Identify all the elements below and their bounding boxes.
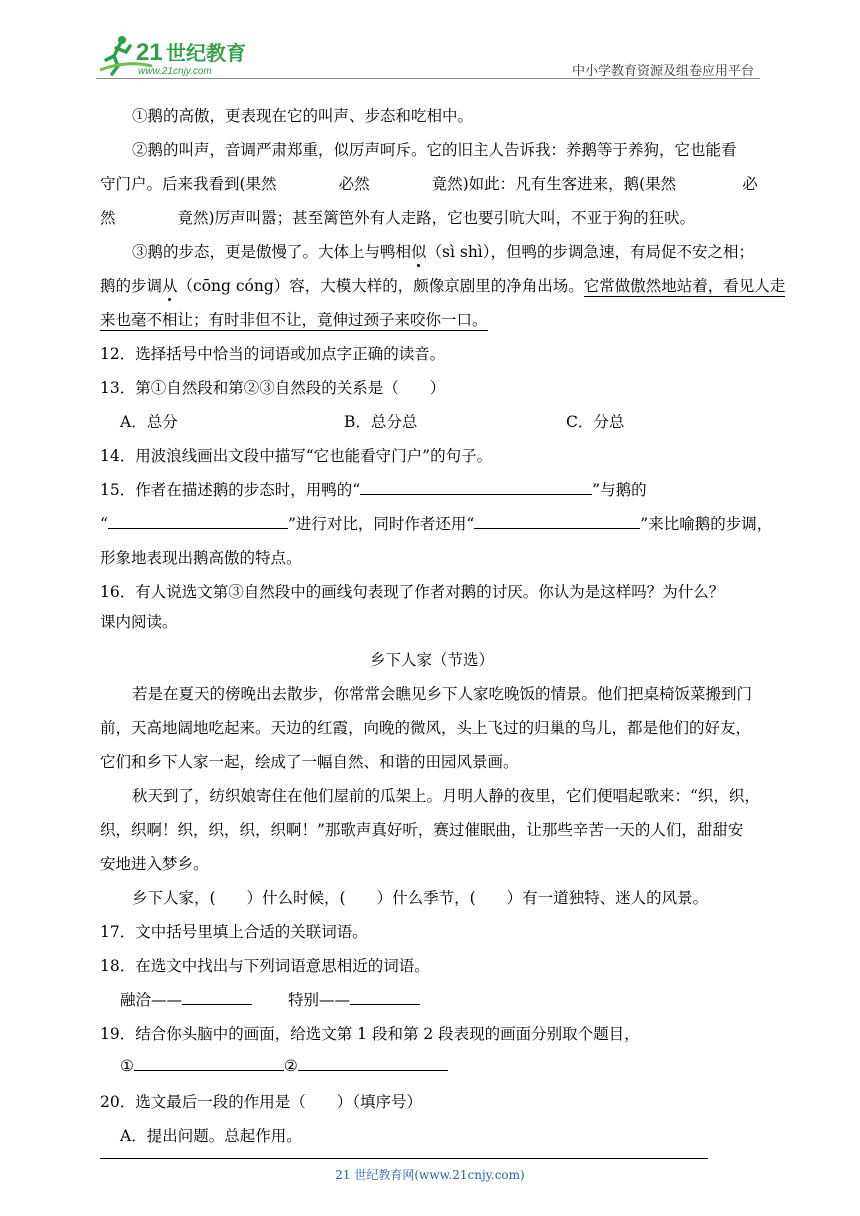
question-12: 12．选择括号中恰当的词语或加点字正确的读音。 <box>100 345 446 363</box>
para3-line1 <box>132 240 754 262</box>
para3-text: ③鹅的步态，更是傲慢了。大体上与鸭相 <box>132 243 412 261</box>
passage-p1-line1: 若是在夏天的傍晚出去散步，你常常会瞧见乡下人家吃晚饭的情景。他们把桌椅饭菜搬到门 <box>132 685 753 703</box>
q20-option-a: A．提出问题。总起作用。 <box>120 1127 302 1145</box>
logo-text: 世纪教育 <box>166 41 246 65</box>
para3-text: 鹅的步调 <box>100 277 163 295</box>
answer-blank[interactable] <box>360 480 592 495</box>
para2-text: 竟然)厉声叫嚣；甚至篱笆外有人走路，它也要引吭大叫，不亚于狗的狂吠。 <box>177 209 696 227</box>
q15-text: ”进行对比，同时作者还用“ <box>287 515 475 533</box>
underlined-sentence: 来也毫不相让；有时非但不让，竟伸过颈子来咬你一口。 <box>100 311 488 329</box>
para2-text: 守门户。后来我看到(果然 <box>100 175 277 193</box>
para1: ①鹅的高傲，更表现在它的叫声、步态和吃相中。 <box>132 107 474 125</box>
para2-line3 <box>100 206 695 228</box>
passage-title: 乡下人家（节选） <box>369 651 494 669</box>
page-header <box>0 0 860 80</box>
para3-line3 <box>100 308 488 330</box>
question-19: 19．结合你头脑中的画面，给选文第 1 段和第 2 段表现的画面分别取个题目， <box>100 1025 640 1043</box>
q19-answers <box>120 1056 448 1075</box>
logo-number: 21 <box>136 39 163 66</box>
q18-item-b <box>288 988 420 1010</box>
q19-number: ② <box>283 1057 298 1075</box>
para3-text: （sì shì），但鸭的步调急速，有局促不安之相； <box>426 243 755 261</box>
para3-line2 <box>100 274 785 296</box>
q13-option-b: B．总分总 <box>344 413 418 431</box>
passage-p2-line3: 安地进入梦乡。 <box>100 855 209 873</box>
question-14: 14．用波浪线画出文段中描写“它也能看守门户”的句子。 <box>100 447 493 465</box>
section-label: 课内阅读。 <box>100 613 178 631</box>
logo <box>96 30 266 78</box>
passage-p3: 乡下人家，( ）什么时候，( ）什么季节，( ）有一道独特、迷人的风景。 <box>132 889 709 907</box>
footer-text: 21 世纪教育网(www.21cnjy.com) <box>335 1168 525 1182</box>
header-tagline: 中小学教育资源及组卷应用平台 <box>571 64 754 79</box>
q18-word: 特别—— <box>288 991 351 1009</box>
answer-blank[interactable] <box>298 1056 448 1071</box>
dotted-char: 似 <box>411 243 427 261</box>
question-15-line2 <box>100 512 772 534</box>
answer-blank[interactable] <box>350 990 420 1005</box>
para2-text: 必然 <box>338 175 370 193</box>
passage-p1-line3: 它们和乡下人家一起，绘成了一幅自然、和谐的田园风景画。 <box>100 753 519 771</box>
q18-word: 融洽—— <box>120 991 183 1009</box>
para2-text: 竟然)如此：凡有生客进来，鹅(果然 <box>431 175 677 193</box>
para2-text: 然 <box>100 209 116 227</box>
dotted-char: 从 <box>162 277 178 295</box>
answer-blank[interactable] <box>182 990 252 1005</box>
answer-blank[interactable] <box>108 514 288 529</box>
q18-item-a <box>120 988 252 1010</box>
passage-p2-line2: 织，织啊！织，织，织，织啊！”那歌声真好听，赛过催眠曲，让那些辛苦一天的人们，甜甜安 <box>100 821 744 839</box>
para2-text: 必 <box>742 175 758 193</box>
q13-option-c: C．分总 <box>566 413 625 431</box>
para3-text: （cōng cóng）容，大模大样的，颇像京剧里的净角出场。 <box>177 277 584 295</box>
footer-divider <box>100 1158 708 1159</box>
question-15-line3: 形象地表现出鹅高傲的特点。 <box>100 549 302 567</box>
passage-p1-line2: 前，天高地阔地吃起来。天边的红霞，向晚的微风，头上飞过的归巢的鸟儿，都是他们的好友， <box>100 719 752 737</box>
q15-text: 15．作者在描述鹅的步态时，用鸭的“ <box>100 481 361 499</box>
question-16: 16．有人说选文第③自然段中的画线句表现了作者对鹅的讨厌。你认为是这样吗？为什么？ <box>100 583 725 601</box>
answer-blank[interactable] <box>474 514 640 529</box>
underlined-sentence: 它常做傲然地站着，看见人走 <box>583 277 786 295</box>
header-divider <box>96 78 760 79</box>
q13-option-a: A．总分 <box>120 413 178 431</box>
para2-line1: ②鹅的叫声，音调严肃郑重，似厉声呵斥。它的旧主人告诉我：养鹅等于养狗，它也能看 <box>132 141 737 159</box>
question-18: 18．在选文中找出与下列词语意思相近的词语。 <box>100 957 430 975</box>
answer-blank[interactable] <box>134 1056 284 1071</box>
para2-line2 <box>100 172 758 194</box>
q19-number: ① <box>120 1057 134 1075</box>
q15-text: “ <box>100 515 108 533</box>
question-17: 17．文中括号里填上合适的关联词语。 <box>100 923 368 941</box>
q15-text: ”来比喻鹅的步调， <box>640 515 773 533</box>
logo-url: www.21cnjy.com <box>138 66 212 77</box>
passage-p2-line1: 秋天到了，纺织娘寄住在他们屋前的瓜架上。月明人静的夜里，它们便唱起歌来：“织，织， <box>132 787 760 805</box>
question-15-line1 <box>100 478 647 500</box>
q15-text: ”与鹅的 <box>592 481 647 499</box>
question-13: 13．第①自然段和第②③自然段的关系是（ ） <box>100 379 446 397</box>
question-20: 20．选文最后一段的作用是（ ）（填序号） <box>100 1093 422 1111</box>
